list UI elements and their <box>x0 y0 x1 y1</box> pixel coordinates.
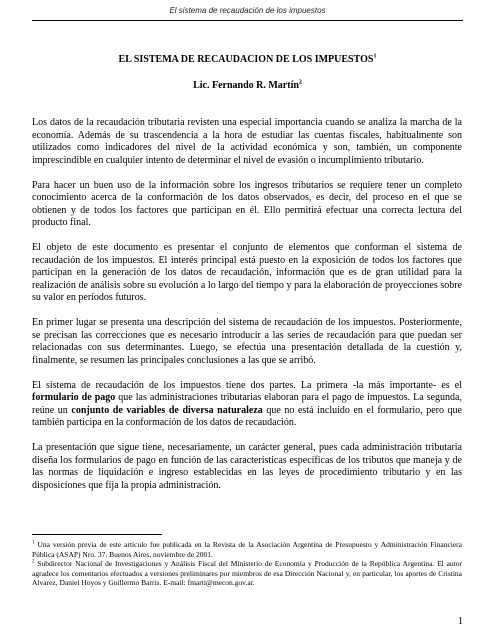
body-text <box>32 117 462 505</box>
footnotes <box>32 540 462 588</box>
paragraph-5-part-1: El sistema de recaudación de los impuestos tiene dos partes. La primera -la más importante- es el <box>32 379 462 391</box>
page-number: 1 <box>458 616 463 627</box>
paragraph-5-part-2: que las administraciones tributarias elaboran para el pago de impuestos. La segunda, reúne un <box>32 392 462 416</box>
paragraph-5-bold-2: conjunto de variables de diversa naturaleza <box>71 404 263 416</box>
title-footnote-mark: 1 <box>373 53 377 60</box>
footnote-2-mark: 2 <box>32 559 35 565</box>
paragraph-2: Para hacer un buen uso de la información sobre los ingresos tributarios se requiere tener un completo conocimiento acerca de la conformación de los datos observados, es decir, del proceso en el que se obtienen y de todos los factores que participan en él. Ello permitirá efectuar una correcta lectura del producto final. <box>32 179 462 228</box>
paragraph-1: Los datos de la recaudación tributaria revisten una especial importancia cuando se analiza la marcha de la economía. Además de su trascendencia a la hora de estudiar las cuentas fiscales, habitualmente son utilizados como indicadores del nivel de la actividad económica y son, también, un componente imprescindible en cualquier intento de determinar el nivel de evasión o incumplimiento tributario. <box>32 117 462 166</box>
document-title <box>0 54 495 65</box>
document-title-text: EL SISTEMA DE RECAUDACION DE LOS IMPUESTOS <box>118 54 374 65</box>
footnote-1-mark: 1 <box>32 540 35 546</box>
paragraph-5 <box>32 380 462 430</box>
footnote-1-text: Una versión previa de este artículo fue publicada en la Revista de la Asociación Argentina de Presupuesto y Administración Financiera Pública (ASAP) Nro. 37. Buenos Aires, noviembre de 2001. <box>32 540 463 559</box>
footnote-rule <box>32 534 162 535</box>
author-line <box>0 80 495 91</box>
paragraph-6: La presentación que sigue tiene, necesariamente, un carácter general, pues cada administración tributaria diseña los formularios de pago en función de las características específicas de los tributos que maneja y de las normas de liquidación e ingreso establecidas en las leyes de procedimiento tributario y en las disposiciones que fija la propia administración. <box>32 442 462 491</box>
author-name: Lic. Fernando R. Martín <box>193 80 299 91</box>
paragraph-3: El objeto de este documento es presentar el conjunto de elementos que conforman el sistema de recaudación de los impuestos. El interés principal está puesto en la exposición de todos los factores que participan en la generación de los datos de recaudación, información que es de gran utilidad para la realización de análisis sobre su evolución a lo largo del tiempo y para la elaboración de proyecciones sobre su valor en períodos futuros. <box>32 242 462 303</box>
footnote-2-text: Subdirector Nacional de Investigaciones y Análisis Fiscal del Ministerio de Economía y Producción de la República Argentina. El autor agradece los comentarios efectuados a versiones preliminares por miembros de esa Dirección Nacional y, en particular, los aportes de Cristina Alvarez, Daniel Hoyos y Guillermo Barris. E-mail: fmarti@mecon.gov.ar. <box>32 559 463 587</box>
footnote-2 <box>32 559 462 588</box>
paragraph-5-part-3: que no está incluido en el formulario, pero que también participa en la conformación de los datos de recaudación. <box>32 404 462 428</box>
header-rule <box>32 20 463 21</box>
paragraph-4: En primer lugar se presenta una descripción del sistema de recaudación de los impuestos. Posteriormente, se precisan las correcciones que es necesario introducir a las series de recaudación para que puedan ser relacionadas con sus determinantes. Luego, se efectúa una presentación detallada de la cuestión y, finalmente, se resumen las principales conclusiones a las que se arribó. <box>32 317 462 366</box>
author-footnote-mark: 2 <box>298 79 302 86</box>
paragraph-5-bold-1: formulario de pago <box>32 392 116 403</box>
footnote-1 <box>32 540 462 559</box>
running-header: El sistema de recaudación de los impuestos <box>169 6 326 15</box>
